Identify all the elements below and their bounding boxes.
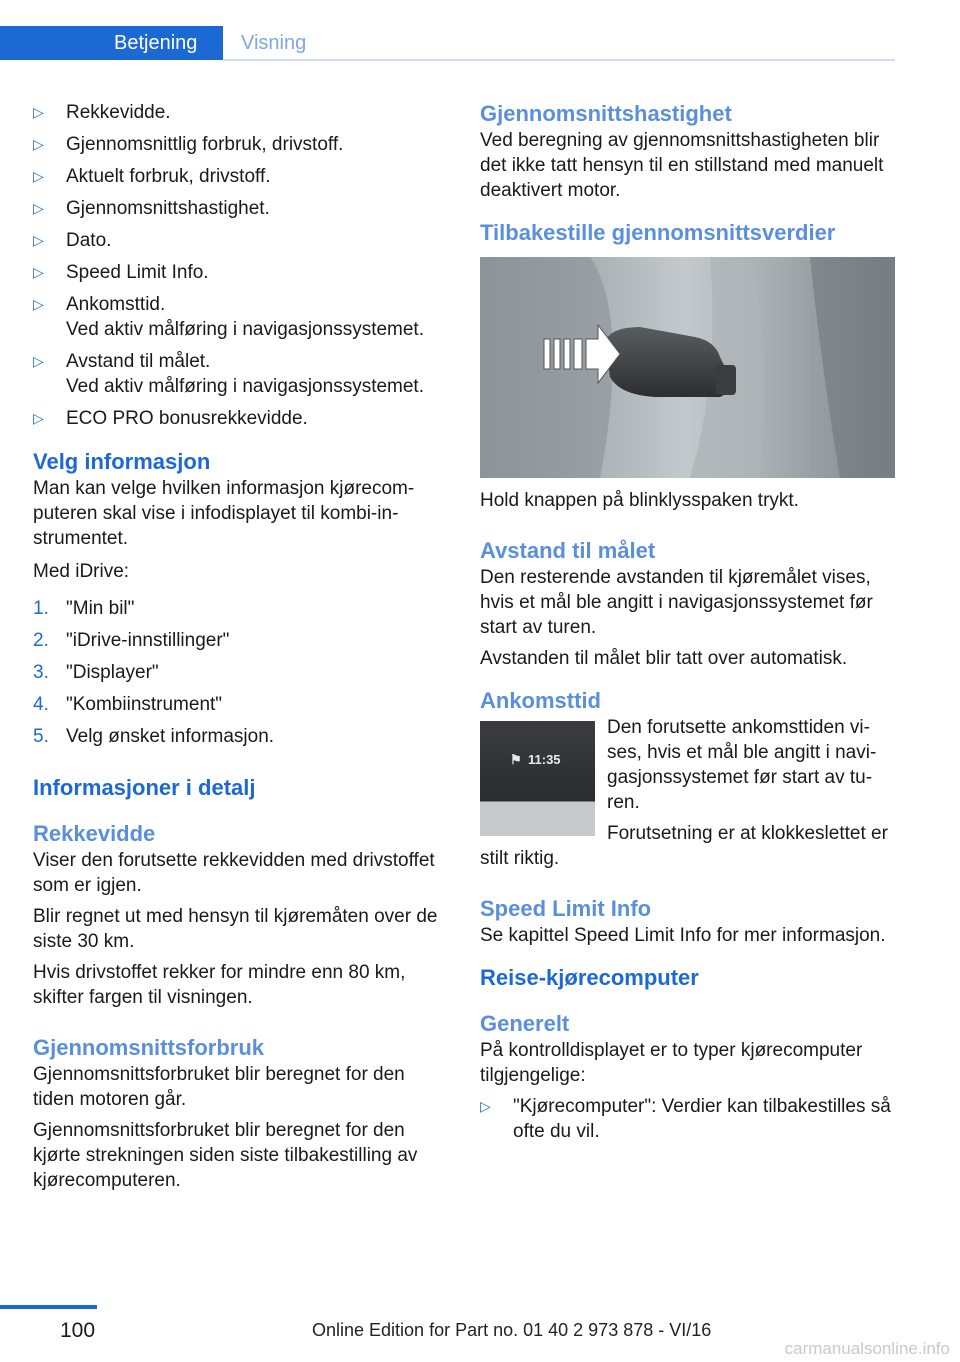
heading-informasjoner-i-detalj: Informasjoner i detalj <box>33 775 256 800</box>
step-number: 4. <box>33 694 49 715</box>
forbruk-p1: Gjennomsnittsforbruket blir beregnet for den tiden motoren går. <box>33 1064 405 1110</box>
speed-p: Se kapittel Speed Limit Info for mer informasjon. <box>480 925 886 946</box>
tab-betjening[interactable]: Betjening <box>0 26 223 60</box>
list-item <box>33 260 448 285</box>
list-item-text: Rekkevidde. <box>66 102 171 123</box>
step-number: 5. <box>33 726 49 747</box>
heading-tilbakestille: Tilbakestille gjennomsnittsverdier <box>480 220 836 245</box>
list-item <box>33 292 448 342</box>
list-item-text: Gjennomsnittshastighet. <box>66 198 270 219</box>
flag-icon: ⚑ <box>510 752 522 767</box>
triangle-bullet-icon: ▷ <box>33 168 44 184</box>
display-options-list <box>33 100 448 431</box>
list-item <box>33 349 448 399</box>
triangle-bullet-icon: ▷ <box>33 232 44 248</box>
ankomsttid-section <box>480 715 898 877</box>
triangle-bullet-icon: ▷ <box>480 1098 491 1114</box>
rekkevidde-p3: Hvis drivstoffet rekker for mindre enn 80 km, skifter fargen til visningen. <box>33 962 406 1008</box>
heading-generelt: Generelt <box>480 1011 570 1036</box>
list-item-text: Avstand til målet. <box>66 351 211 372</box>
heading-gjennomsnittshastighet: Gjennomsnittshastighet <box>480 101 732 126</box>
arrival-time-display-figure <box>480 721 595 836</box>
step-item <box>33 724 448 749</box>
list-item-text: Aktuelt forbruk, drivstoff. <box>66 166 271 187</box>
heading-reise-kjorecomputer: Reise-kjørecomputer <box>480 965 699 990</box>
rekkevidde-p1: Viser den forutsette rekkevidden med drivstoffet som er igjen. <box>33 850 435 896</box>
list-item-text: ECO PRO bonusrekkevidde. <box>66 408 308 429</box>
heading-speed-limit-info: Speed Limit Info <box>480 896 652 921</box>
triangle-bullet-icon: ▷ <box>33 104 44 120</box>
step-item <box>33 596 448 621</box>
list-item-text: Gjennomsnittlig forbruk, drivstoff. <box>66 134 344 155</box>
chapter-tabs <box>0 26 895 62</box>
left-column <box>33 100 448 1199</box>
arrival-time: 11:35 <box>528 752 561 767</box>
step-number: 1. <box>33 598 49 619</box>
triangle-bullet-icon: ▷ <box>33 296 44 312</box>
list-item <box>33 132 448 157</box>
triangle-bullet-icon: ▷ <box>33 410 44 426</box>
list-item <box>33 228 448 253</box>
list-item <box>33 196 448 221</box>
triangle-bullet-icon: ▷ <box>33 264 44 280</box>
step-text: "Kombiinstrument" <box>66 694 223 715</box>
figure-caption: Hold knappen på blinklysspaken trykt. <box>480 490 799 511</box>
step-text: Velg ønsket informasjon. <box>66 726 275 747</box>
triangle-bullet-icon: ▷ <box>33 200 44 216</box>
right-column <box>480 100 898 1151</box>
step-text: "Displayer" <box>66 662 159 683</box>
step-number: 3. <box>33 662 49 683</box>
step-item <box>33 628 448 653</box>
triangle-bullet-icon: ▷ <box>33 136 44 152</box>
hastighet-p: Ved beregning av gjennomsnittshastigheten blir det ikke tatt hensyn til en stillstand med manuelt deaktivert motor. <box>480 130 884 201</box>
list-item <box>33 100 448 125</box>
avstand-p1: Den resterende avstanden til kjøremålet vises, hvis et mål ble angitt i navigasjonssystemet før start av turen. <box>480 567 873 638</box>
list-item <box>480 1094 898 1144</box>
step-text: "iDrive-innstillinger" <box>66 630 230 651</box>
list-item-text: "Kjørecomputer": Verdier kan tilbakestilles så ofte du vil. <box>513 1096 891 1142</box>
step-item <box>33 660 448 685</box>
list-item-text: Dato. <box>66 230 112 251</box>
avstand-p2: Avstanden til målet blir tatt over automatisk. <box>480 648 848 669</box>
page-number: 100 <box>60 1319 96 1342</box>
turn-signal-lever-illustration <box>480 257 895 478</box>
list-item-text: Ankomsttid. <box>66 294 166 315</box>
tab-visning[interactable]: Visning <box>241 32 307 54</box>
heading-avstand-til-malet: Avstand til målet <box>480 538 656 563</box>
generelt-p: På kontrolldisplayet er to typer kjørecomputer tilgjengelige: <box>480 1040 863 1086</box>
rekkevidde-p2: Blir regnet ut med hensyn til kjøremåten over de siste 30 km. <box>33 906 438 952</box>
footer-accent-line <box>0 1305 97 1309</box>
list-item-subtext: Ved aktiv målføring i navigasjonssystemet. <box>66 319 424 340</box>
heading-rekkevidde: Rekkevidde <box>33 821 156 846</box>
edition-info: Online Edition for Part no. 01 40 2 973 878 - VI/16 <box>312 1320 712 1340</box>
med-idrive: Med iDrive: <box>33 561 130 582</box>
velg-text: Man kan velge hvilken informasjon kjørecomputeren skal vise i infodisplayet til kombi-instrumentet. <box>33 478 415 549</box>
step-text: "Min bil" <box>66 598 135 619</box>
computer-types-list <box>480 1094 898 1144</box>
list-item <box>33 164 448 189</box>
step-item <box>33 692 448 717</box>
tab-underline <box>223 59 895 61</box>
triangle-bullet-icon: ▷ <box>33 353 44 369</box>
list-item <box>33 406 448 431</box>
watermark: carmanualsonline.info <box>784 1339 950 1358</box>
idrive-steps-list <box>33 596 448 749</box>
forbruk-p2: Gjennomsnittsforbruket blir beregnet for den kjørte strekningen siden siste tilbakestilling av kjørecomputeren. <box>33 1120 418 1191</box>
heading-ankomsttid: Ankomsttid <box>480 688 601 713</box>
step-number: 2. <box>33 630 49 651</box>
list-item-subtext: Ved aktiv målføring i navigasjonssystemet. <box>66 376 424 397</box>
ankomst-p1: Den forutsette ankomsttiden vises, hvis et mål ble angitt i navigasjonssystemet før start av turen. <box>607 717 877 813</box>
heading-velg-informasjon: Velg informasjon <box>33 449 211 474</box>
list-item-text: Speed Limit Info. <box>66 262 209 283</box>
ankomst-p2: Forutsetning er at klokkeslettet er stilt riktig. <box>480 823 888 869</box>
heading-gjennomsnittsforbruk: Gjennomsnittsforbruk <box>33 1035 265 1060</box>
turn-signal-lever-figure <box>480 257 895 478</box>
